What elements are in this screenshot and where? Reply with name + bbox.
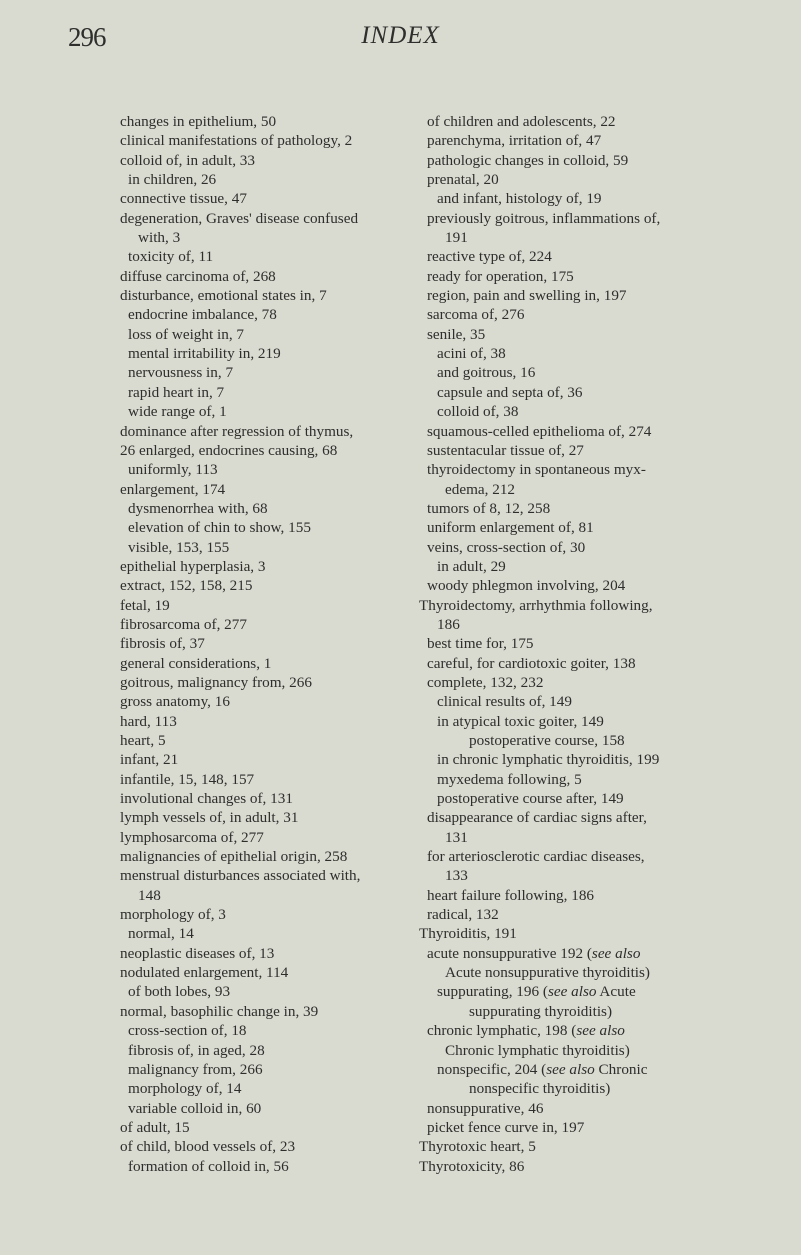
index-entry-text: heart failure following, 186 (427, 886, 595, 904)
index-entry (419, 596, 724, 615)
index-entry (120, 654, 410, 673)
index-entry (419, 944, 724, 963)
index-entry-text: malignancy from, 266 (128, 1060, 263, 1078)
index-entry-text: acini of, 38 (437, 345, 506, 363)
index-entry-text: fibrosarcoma of, 277 (120, 615, 247, 633)
index-entry-text: disappearance of cardiac signs after, (427, 809, 647, 827)
index-entry-text: fibrosis of, 37 (120, 635, 205, 653)
index-entry-text: general considerations, 1 (120, 654, 272, 672)
index-entry (419, 131, 724, 150)
index-entry (419, 305, 724, 324)
index-entry (120, 247, 410, 266)
index-entry-text: degeneration, Graves' disease confused (120, 209, 359, 227)
index-entry (120, 1118, 410, 1137)
index-entry (120, 866, 410, 885)
index-entry (120, 1060, 410, 1079)
index-entry-text: with, 3 (138, 229, 181, 247)
index-entry-text: uniformly, 113 (128, 461, 218, 479)
index-entry (419, 731, 724, 750)
index-entry-text: diffuse carcinoma of, 268 (120, 267, 276, 285)
index-entry (120, 712, 410, 731)
index-entry-text: of children and adolescents, 22 (427, 113, 616, 130)
index-entry (120, 538, 410, 557)
index-entry (120, 305, 410, 324)
index-entry-text: sustentacular tissue of, 27 (427, 441, 584, 459)
index-entry-text: parenchyma, irritation of, 47 (427, 132, 602, 150)
index-entry (120, 576, 410, 595)
index-entry (419, 750, 724, 769)
index-entry-text: lymphosarcoma of, 277 (120, 828, 264, 846)
index-entry (120, 518, 410, 537)
index-entry-text: in children, 26 (128, 171, 217, 189)
index-entry (419, 1118, 724, 1137)
index-entry (120, 344, 410, 363)
index-entry (419, 422, 724, 441)
index-entry-text: disturbance, emotional states in, 7 (120, 287, 327, 305)
index-entry-text: morphology of, 3 (120, 906, 226, 924)
index-entry (419, 905, 724, 924)
index-entry-text: extract, 152, 158, 215 (120, 577, 253, 595)
index-entry (120, 944, 410, 963)
index-entry-text: and goitrous, 16 (437, 364, 536, 382)
index-entry-text: nodulated enlargement, 114 (120, 964, 289, 982)
index-entry-text: nervousness in, 7 (128, 364, 234, 382)
index-entry (120, 982, 410, 1001)
index-entry (419, 654, 724, 673)
index-entry-text: edema, 212 (445, 480, 516, 498)
index-entry-text: thyroidectomy in spontaneous myx- (427, 461, 646, 479)
index-entry (419, 1041, 724, 1060)
index-entry-text: capsule and septa of, 36 (437, 383, 583, 401)
index-entry (120, 731, 410, 750)
index-entry (419, 808, 724, 827)
index-entry (120, 460, 410, 479)
index-entry-text: gross anatomy, 16 (120, 693, 230, 711)
index-entry (120, 286, 410, 305)
index-entry-text: in chronic lymphatic thyroiditis, 199 (437, 751, 660, 769)
index-entry-text: fetal, 19 (120, 596, 170, 614)
index-column-left (120, 112, 410, 1176)
index-entry (120, 499, 410, 518)
index-entry (419, 847, 724, 866)
index-entry (120, 673, 410, 692)
index-entry-text: involutional changes of, 131 (120, 790, 293, 808)
index-entry-text: in adult, 29 (437, 557, 506, 575)
index-entry (120, 557, 410, 576)
index-entry-text: suppurating thyroiditis) (469, 1002, 613, 1020)
index-entry-text: sarcoma of, 276 (427, 306, 525, 324)
index-entry-text: epithelial hyperplasia, 3 (120, 557, 266, 575)
index-entry (419, 189, 724, 208)
index-entry (419, 615, 724, 634)
index-entry-text: menstrual disturbances associated with, (120, 867, 361, 885)
index-entry (419, 344, 724, 363)
index-entry (419, 460, 724, 479)
index-entry (120, 1041, 410, 1060)
index-entry (419, 402, 724, 421)
index-entry-text: senile, 35 (427, 325, 486, 343)
index-entry-text: normal, 14 (128, 925, 194, 943)
index-entry-text: mental irritability in, 219 (128, 345, 281, 363)
index-entry-text: Acute (596, 983, 636, 1001)
index-entry-text: enlargement, 174 (120, 480, 226, 498)
index-entry-text: cross-section of, 18 (128, 1022, 247, 1040)
index-entry (120, 325, 410, 344)
index-entry-text: Chronic lymphatic thyroiditis) (445, 1041, 630, 1059)
index-entry-text: hard, 113 (120, 712, 177, 730)
index-entry-text: of child, blood vessels of, 23 (120, 1138, 296, 1156)
index-entry (419, 228, 724, 247)
index-entry-text: dysmenorrhea with, 68 (128, 499, 268, 517)
index-entry (120, 963, 410, 982)
index-entry (419, 112, 724, 131)
index-entry (120, 692, 410, 711)
page-title: INDEX (361, 22, 440, 49)
index-entry-text: 148 (138, 886, 161, 904)
index-entry (419, 518, 724, 537)
index-entry-text: Thyrotoxicity, 86 (419, 1157, 525, 1175)
index-entry-text: 133 (445, 867, 468, 885)
index-entry (419, 1079, 724, 1098)
index-entry (120, 402, 410, 421)
index-entry (419, 1099, 724, 1118)
see-also-text: see also (547, 983, 597, 1001)
index-entry-text: woody phlegmon involving, 204 (427, 577, 626, 595)
index-entry-text: tumors of 8, 12, 258 (427, 499, 551, 517)
index-entry-text: clinical results of, 149 (437, 693, 572, 711)
index-entry (419, 866, 724, 885)
index-entry (120, 1099, 410, 1118)
index-entry-text: in atypical toxic goiter, 149 (437, 712, 604, 730)
index-entry-text: rapid heart in, 7 (128, 383, 225, 401)
index-entry-text: elevation of chin to show, 155 (128, 519, 311, 537)
index-entry-text: nonsuppurative, 46 (427, 1099, 544, 1117)
index-entry-text: variable colloid in, 60 (128, 1099, 262, 1117)
index-entry-text: goitrous, malignancy from, 266 (120, 673, 312, 691)
index-entry-text: suppurating, 196 ( (437, 983, 548, 1001)
index-entry (120, 924, 410, 943)
index-entry-text: infantile, 15, 148, 157 (120, 770, 255, 788)
index-entry (120, 422, 410, 441)
index-entry-text: chronic lymphatic, 198 ( (427, 1022, 577, 1040)
index-entry-text: toxicity of, 11 (128, 248, 214, 266)
index-entry (419, 924, 724, 943)
index-entry (419, 286, 724, 305)
index-entry-text: Acute nonsuppurative thyroiditis) (445, 964, 650, 982)
index-entry-text: best time for, 175 (427, 635, 534, 653)
index-entry (419, 770, 724, 789)
index-entry (120, 886, 410, 905)
index-entry-text: for arteriosclerotic cardiac diseases, (427, 848, 645, 866)
index-entry-text: connective tissue, 47 (120, 190, 247, 208)
index-entry-text: visible, 153, 155 (128, 538, 230, 556)
index-entry-text: neoplastic diseases of, 13 (120, 944, 275, 962)
index-entry (120, 480, 410, 499)
index-entry (419, 170, 724, 189)
index-entry-text: 191 (445, 229, 468, 247)
index-entry-text: Chronic (594, 1060, 648, 1078)
index-entry-text: wide range of, 1 (128, 403, 227, 421)
index-entry (120, 209, 410, 228)
index-entry (419, 267, 724, 286)
index-entry (120, 1137, 410, 1156)
index-entry (120, 151, 410, 170)
index-entry (419, 325, 724, 344)
index-entry (120, 131, 410, 150)
index-entry-text: heart, 5 (120, 732, 166, 749)
index-entry-text: 26 enlarged, endocrines causing, 68 (120, 441, 338, 459)
index-entry-text: colloid of, 38 (437, 403, 519, 421)
index-entry (419, 247, 724, 266)
see-also-text: see also (591, 944, 641, 962)
index-entry-text: loss of weight in, 7 (128, 325, 245, 343)
index-entry (419, 151, 724, 170)
index-entry (419, 963, 724, 982)
index-entry (419, 538, 724, 557)
index-entry (419, 480, 724, 499)
index-entry (419, 828, 724, 847)
index-column-right (419, 112, 724, 1176)
index-entry (120, 828, 410, 847)
index-entry-text: acute nonsuppurative 192 ( (427, 944, 592, 962)
index-entry (419, 1137, 724, 1156)
index-entry (419, 1157, 724, 1176)
index-entry (419, 1002, 724, 1021)
index-entry-text: normal, basophilic change in, 39 (120, 1002, 319, 1020)
index-entry-text: myxedema following, 5 (437, 770, 582, 788)
index-entry-text: fibrosis of, in aged, 28 (128, 1041, 265, 1059)
index-entry (120, 615, 410, 634)
index-entry (120, 905, 410, 924)
index-entry (120, 1021, 410, 1040)
index-entry (120, 112, 410, 131)
index-entry (120, 770, 410, 789)
index-entry (419, 209, 724, 228)
index-entry (120, 808, 410, 827)
index-entry-text: of both lobes, 93 (128, 983, 231, 1001)
index-entry (120, 1157, 410, 1176)
index-entry (120, 634, 410, 653)
index-entry-text: region, pain and swelling in, 197 (427, 287, 627, 305)
index-entry-text: lymph vessels of, in adult, 31 (120, 809, 299, 827)
index-entry (419, 634, 724, 653)
index-entry-text: 131 (445, 828, 468, 846)
index-entry (120, 228, 410, 247)
index-entry-text: dominance after regression of thymus, (120, 422, 354, 440)
index-entry-text: of adult, 15 (120, 1118, 190, 1136)
index-entry (419, 1021, 724, 1040)
index-entry-text: endocrine imbalance, 78 (128, 306, 277, 324)
index-entry-text: pathologic changes in colloid, 59 (427, 151, 629, 169)
index-entry-text: radical, 132 (427, 906, 499, 924)
index-entry (419, 692, 724, 711)
index-entry (120, 847, 410, 866)
see-also-text: see also (546, 1060, 595, 1078)
index-entry-text: morphology of, 14 (128, 1080, 242, 1098)
index-entry (419, 673, 724, 692)
index-entry (419, 383, 724, 402)
index-entry-text: nonspecific, 204 ( (437, 1060, 547, 1078)
index-entry (120, 1079, 410, 1098)
index-entry (419, 1060, 724, 1079)
index-entry-text: squamous-celled epithelioma of, 274 (427, 422, 652, 440)
index-entry-text: prenatal, 20 (427, 171, 499, 189)
index-entry-text: 186 (437, 615, 460, 633)
index-entry-text: veins, cross-section of, 30 (427, 538, 586, 556)
index-entry (419, 712, 724, 731)
index-entry-text: and infant, histology of, 19 (437, 190, 602, 208)
index-entry-text: complete, 132, 232 (427, 673, 544, 691)
index-entry (419, 441, 724, 460)
index-entry (120, 267, 410, 286)
index-entry-text: postoperative course after, 149 (437, 790, 624, 808)
index-entry-text: Thyroiditis, 191 (419, 925, 517, 943)
index-entry (120, 789, 410, 808)
index-entry-text: nonspecific thyroiditis) (469, 1080, 611, 1098)
index-entry (120, 189, 410, 208)
index-entry (419, 363, 724, 382)
index-entry (419, 982, 724, 1001)
see-also-text: see also (576, 1022, 625, 1040)
index-entry-text: uniform enlargement of, 81 (427, 519, 594, 537)
index-entry-text: ready for operation, 175 (427, 267, 574, 285)
index-entry (120, 750, 410, 769)
index-entry-text: Thyroidectomy, arrhythmia following, (419, 596, 653, 614)
index-entry (419, 789, 724, 808)
index-entry (120, 596, 410, 615)
index-entry-text: clinical manifestations of pathology, 2 (120, 132, 353, 150)
index-entry-text: reactive type of, 224 (427, 248, 552, 266)
index-entry-text: infant, 21 (120, 751, 179, 769)
index-entry (120, 363, 410, 382)
index-entry-text: formation of colloid in, 56 (128, 1157, 289, 1175)
index-entry (419, 557, 724, 576)
index-entry (120, 383, 410, 402)
page-number: 296 (68, 22, 106, 52)
index-entry-text: careful, for cardiotoxic goiter, 138 (427, 654, 636, 672)
index-entry-text: postoperative course, 158 (469, 732, 625, 749)
index-entry-text: colloid of, in adult, 33 (120, 151, 255, 169)
index-entry-text: malignancies of epithelial origin, 258 (120, 848, 348, 866)
index-entry (120, 1002, 410, 1021)
index-entry-text: Thyrotoxic heart, 5 (419, 1138, 536, 1156)
index-entry (120, 441, 410, 460)
index-entry-text: previously goitrous, inflammations of, (427, 209, 661, 227)
index-entry (419, 576, 724, 595)
index-entry (419, 886, 724, 905)
index-entry (120, 170, 410, 189)
index-entry (419, 499, 724, 518)
index-entry-text: picket fence curve in, 197 (427, 1118, 585, 1136)
index-entry-text: changes in epithelium, 50 (120, 113, 277, 130)
